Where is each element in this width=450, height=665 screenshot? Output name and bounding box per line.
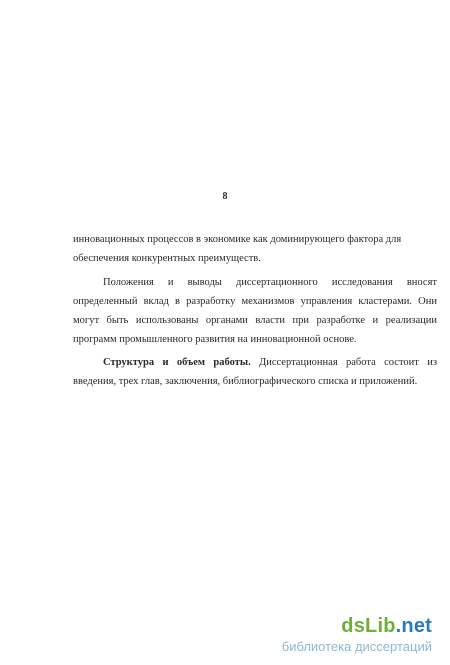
document-body [73, 231, 437, 392]
paragraph-findings: Положения и выводы диссертационного исследования вносят определенный вклад в разработку механизмов управления кластерами. Они могут быть использованы органами власти при разработке и реализации программ промышленного развития на инновационной основе. [73, 276, 437, 345]
dslib-watermark[interactable] [238, 615, 438, 655]
logo-part-net: .net [395, 615, 432, 637]
paragraph-structure [73, 354, 437, 392]
logo-part-dslib: dsLib [341, 615, 396, 637]
page-number: 8 [222, 191, 228, 202]
paragraph-line: инновационных процессов в экономике как доминирующего фактора для [73, 234, 402, 245]
structure-text: Диссертационная работа состоит из введения, трех глав, заключения, библиографического списка и приложений. [73, 357, 437, 388]
paragraph-continuation [73, 231, 437, 269]
dslib-logo[interactable] [341, 615, 432, 638]
structure-heading: Структура и объем работы. [103, 357, 251, 369]
watermark-caption: библиотека диссертаций [281, 639, 432, 654]
paragraph-line: обеспечения конкурентных преимуществ. [73, 252, 261, 264]
